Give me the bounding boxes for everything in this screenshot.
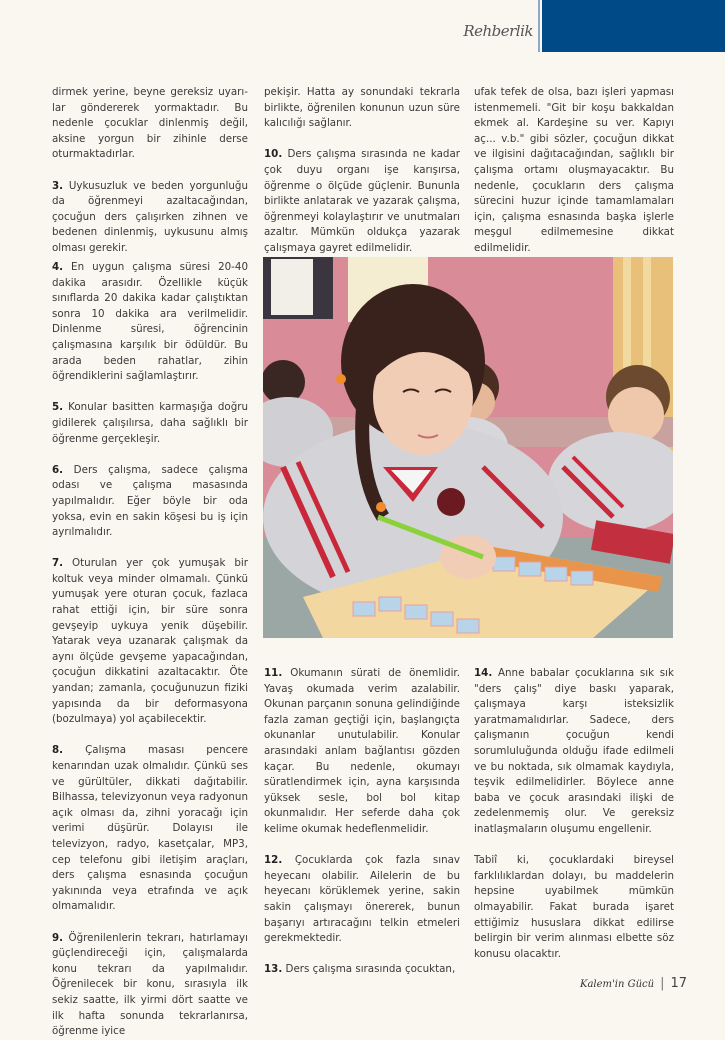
list-item: 4. En uygun çalışma süresi 20-40 dakika arasıdır. Özellikle küçük sınıflarda 20 dakika kadar çalıştıktan sonra 10 dakika ara verilmelidir. Dinlenme süresi, öğrencinin çalışmasına karşılık bir ödüldür. Bu arada beden rahatlar, zihin öğrendiklerini sağlamlaştırır. (52, 261, 248, 383)
paragraph: pekişir. Hatta ay sonundaki tekrarla birlikte, öğrenilen konunun uzun süre kalıcılığı sağlanır. (264, 86, 460, 130)
list-item: 14. Anne babalar çocuklarına sık sık "ders çalış" diye baskı yaparak, çalışmaya karşı isteksizlik yaratmamalıdırlar. Sadece, ders çalışmanın çocuğun kendi sorumluluğunda olduğu ifade edilmeli ve bu noktada, sık olmamak kaydıyla, teşvik edilmelidirler. Böylece anne baba ve çocuk arasındaki ilişki de zedelenmemiş olur. Ve gereksiz inatlaşmaların oluşumu engellenir. (474, 667, 674, 835)
column-1-top (52, 85, 248, 257)
list-item: 10. Ders çalışma sırasında ne kadar çok duyu organı işe karışırsa, öğrenme o ölçüde güçlenir. Bununla birlikte anlatarak ve yazarak çalışma, öğrenmeyi kolaylaştırır ve unutmaları azaltır. Mümkün oldukça yazarak çalışmaya gayret edilmelidir. (264, 148, 460, 254)
paragraph: dirmek yerine, beyne gereksiz uyarı-lar göndererek yormaktadır. Bu nedenle çocuklar dinlenmiş değil, aksine yorgun bir zihinle derse oturmaktadırlar. (52, 86, 248, 161)
column-2-bottom (264, 666, 460, 978)
paragraph: ufak tefek de olsa, bazı işleri yapması istenmemeli. "Git bir koşu bakkaldan ekmek al. Kardeşine su ver. Kapıyı aç... v.b." gibi sözler, çocuğun dikkat ve ilgisini dağıtacağından, sağlıklı bir çalışma ortamı oluşmayacaktır. Bu nedenle, çocukların ders çalışma sürecini huzur içinde tamamlamaları için, çalışma esnasında başka işlerle meşgul edilmemesine dikkat edilmelidir. (474, 86, 674, 254)
list-item: 5. Konular basitten karmaşığa doğru gidilerek çalışılırsa, daha sağlıklı bir öğrenme gerçekleşir. (52, 401, 248, 445)
list-item: 12. Çocuklarda çok fazla sınav heyecanı olabilir. Ailelerin de bu heyecanı körüklemek yerine, sakin sakin çalışmayı önererek, bunun başarıyı artıracağını telkin etmeleri gerekmektedir. (264, 854, 460, 945)
column-2-top (264, 85, 460, 257)
section-title: Rehberlik (463, 22, 533, 40)
column-3-top (474, 85, 674, 257)
list-item: 3. Uykusuzluk ve beden yorgunluğu da öğrenmeyi azaltacağından, çocuğun ders çalışırken zihnen ve bedenen dinlenmiş, uykusunu almış olması gerekir. (52, 179, 248, 254)
list-item: 11. Okumanın sürati de önemlidir. Yavaş okumada verim azalabilir. Okunan parçanın sonuna gelindiğinde fazla zaman geçtiği için, başlangıçta okunanlar unutulabilir. Konular arasındaki anlam bağlantısı gözden kaçar. Bu nedenle, okumayı süratlendirmek için, ayna karşısında yüksek sesle, bol bol kitap okunmalıdır. Her seferde daha çok kelime okumak hedeflenmelidir. (264, 667, 460, 835)
magazine-name: Kalem'in Gücü (580, 979, 655, 990)
column-3-bottom (474, 666, 674, 962)
header-divider (538, 0, 540, 52)
list-item: 13. Ders çalışma sırasında çocuktan, (264, 963, 456, 976)
list-item: 6. Ders çalışma, sadece çalışma odası ve çalışma masasında yapılmalıdır. Eğer böyle bir oda yoksa, evin en sakin köşesi bu iş için ayrılmalıdır. (52, 463, 248, 539)
page-footer (580, 976, 687, 991)
page-number: 17 (670, 976, 688, 991)
photo-icon (263, 257, 673, 638)
footer-separator: | (660, 976, 665, 991)
header-accent-bar (542, 0, 725, 52)
list-item: 7. Oturulan yer çok yumuşak bir koltuk veya minder olmamalı. Çünkü yumuşak yere oturan çocuk, fazlaca rahat ettiği için, bir süre sonra gevşeyip uykuya yenik düşebilir. Yatarak veya uzanarak çalışmak da aynı ölçüde gevşeme yapacağından, çocuğun dikkatini azaltacaktır. Öte yandan; zamanla, çocuğunuzun fiziki yapısında da bir deformasyona (bozulmaya) yol açabilecektir. (52, 557, 248, 726)
closing-paragraph: Tabiî ki, çocuklardaki bireysel farklılıklardan dolayı, bu maddelerin hepsine uyabilmek mümkün olmayabilir. Fakat burada işaret ettiğimiz hususlara dikkat edilirse belirgin bir verim alınması elbette söz konusu olacaktır. (474, 854, 674, 960)
list-item: 8. Çalışma masası pencere kenarından uzak olmalıdır. Çünkü ses ve gürültüler, dikkati dağıtabilir. Bilhassa, televizyonun veya radyonun açık olması da, zihni yoracağı için verimi düşürür. Dolayısı ile televizyon, radyo, kasetçalar, MP3, cep telefonu gibi iletişim araçları, ders çalışma esnasında çocuğun yakınında veya etrafında ve açık olmamalıdır. (52, 744, 248, 913)
classroom-photo (263, 257, 673, 638)
column-1-bottom (52, 260, 248, 1040)
list-item: 9. Öğrenilenlerin tekrarı, hatırlamayı güçlendireceği için, çalışmalarda konu tekrarı da yapılmalıdır. Öğrenilecek bir konu, sırasıyla ilk sekiz saatte, ilk yirmi dört saatte ve ilk hafta sonunda tekrarlanırsa, öğrenme iyice (52, 931, 248, 1038)
